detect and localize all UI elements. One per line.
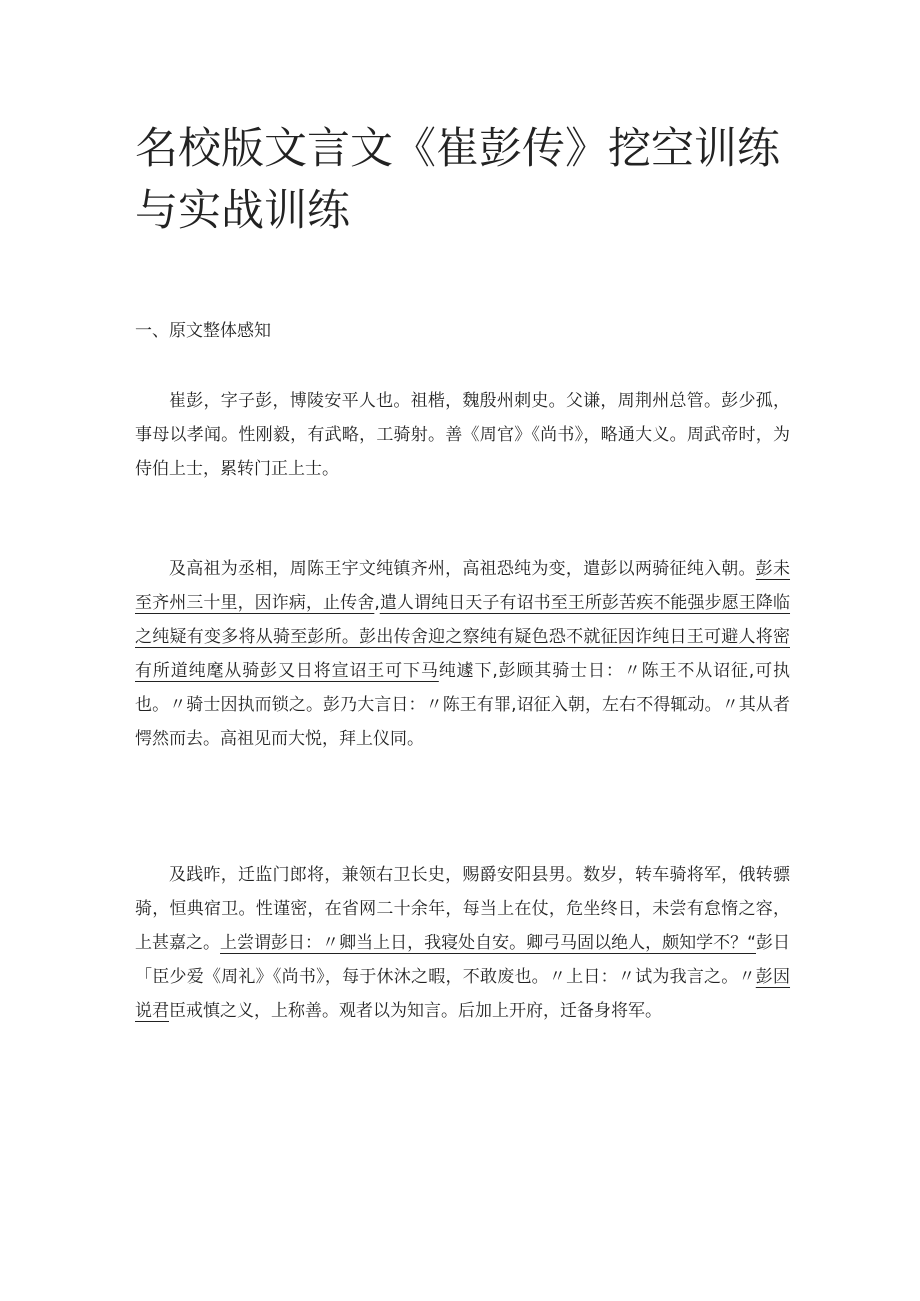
text-run: , [374,593,380,613]
underlined-text-run: 彭未至齐州三十里，因诈病，止传舍 [135,559,791,613]
underlined-text-run: 遣人谓纯日天子有诏书至王所彭苦疾不能强步愿王降临之纯疑有变多将从骑至彭所。彭出传舍迎之察纯有疑色恐不就征因诈纯日王可避人将密有所道纯麾从骑彭又日将宣诏王可下马 [135,593,791,681]
paragraph-2 [135,552,790,756]
section-heading: 一、原文整体感知 [135,321,271,341]
text-run: 臣戒慎之义，上称善。观者以为知言。后加上开府，迁备身将军。 [169,1001,662,1021]
text-run: 及践昨，迁监门郎将，兼领右卫长史，赐爵安阳县男。数岁，转车骑将军，俄转骠骑，恒典宿卫。性谨密，在省网二十余年，每当上在仗，危坐终日，未尝有怠惰之容，上甚嘉之。 [135,865,790,953]
paragraph-1 [135,384,790,486]
text-run: 纯遽下,彭顾其骑士日：〃陈王不从诏征,可执也。〃骑士因执而锁之。彭乃大言日：〃陈王有罪,诏征入朝，左右不得辄动。〃其从者愕然而去。高祖见而大悦，拜上仪同。 [135,661,791,749]
text-run: 及高祖为丞相，周陈王宇文纯镇齐州，高祖恐纯为变，遣彭以两骑征纯入朝。 [169,559,756,579]
underlined-text-run: 彭因说君 [135,967,791,1021]
paragraph-3 [135,858,790,1028]
text-run: 彭日「臣少爱《周礼》《尚书》，每于休沐之暇，不敢废也。〃上日：〃试为我言之。〃 [135,933,791,987]
document-title: 名校版文言文《崔彭传》挖空训练与实战训练 [135,124,780,236]
text-run: 崔彭，字子彭，博陵安平人也。祖楷，魏殷州刺史。父谦，周荆州总管。彭少孤，事母以孝闻。性刚毅，有武略，工骑射。善《周官》《尚书》，略通大义。周武帝时，为侍伯上士，累转门正上士。 [135,391,790,479]
underlined-text-run: 上尝谓彭日：〃卿当上日，我寝处自安。卿弓马固以绝人，颇知学不？“ [220,933,756,953]
